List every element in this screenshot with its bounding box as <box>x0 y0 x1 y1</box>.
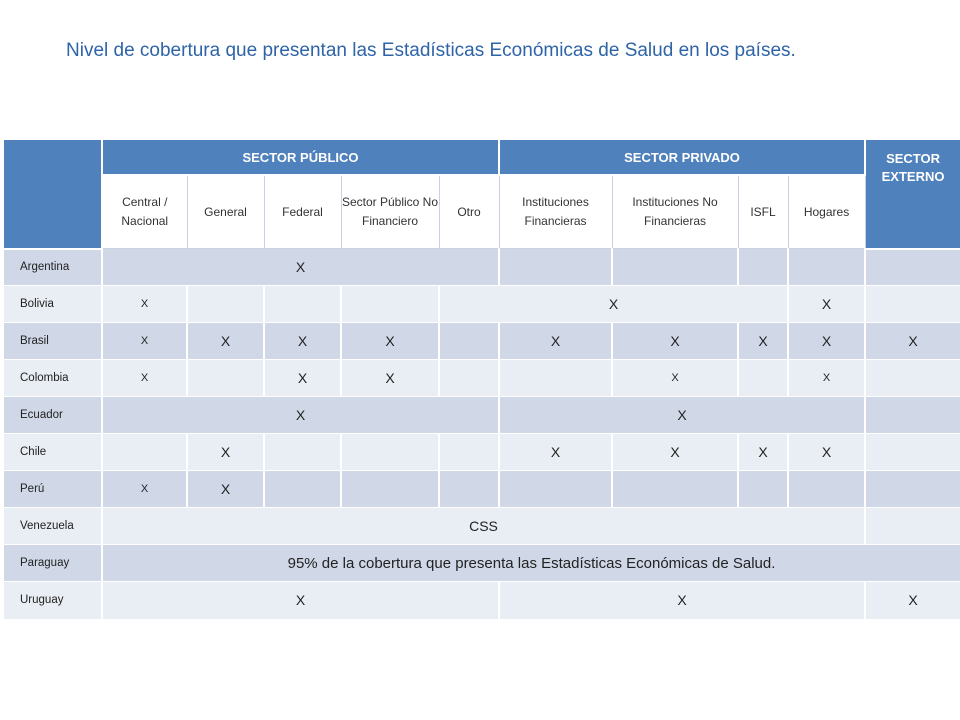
header-spnf: Sector Público No Financiero <box>341 175 439 249</box>
cell-coverage-note: 95% de la cobertura que presenta las Estadísticas Económicas de Salud. <box>102 545 960 582</box>
header-inst-fin: Instituciones Financieras <box>499 175 612 249</box>
cell-publico: X <box>102 582 499 619</box>
country-name: Paraguay <box>4 545 102 582</box>
cell-spnf: X <box>341 323 439 360</box>
table-row <box>4 434 960 471</box>
header-federal: Federal <box>264 175 341 249</box>
cell-externo: X <box>865 323 960 360</box>
country-name: Brasil <box>4 323 102 360</box>
cell-inst-fin: X <box>499 434 612 471</box>
cell-spnf <box>341 434 439 471</box>
cell-externo <box>865 434 960 471</box>
cell-federal <box>264 286 341 323</box>
cell-isfl <box>738 471 788 508</box>
cell-otro <box>439 323 499 360</box>
table-row <box>4 323 960 360</box>
cell-isfl: X <box>738 434 788 471</box>
cell-externo <box>865 397 960 434</box>
cell-hogares <box>788 471 865 508</box>
country-name: Venezuela <box>4 508 102 545</box>
cell-isfl: X <box>738 323 788 360</box>
cell-central: X <box>102 471 187 508</box>
cell-spnf <box>341 471 439 508</box>
country-name: Uruguay <box>4 582 102 619</box>
country-name: Chile <box>4 434 102 471</box>
cell-federal: X <box>264 360 341 397</box>
cell-inst-nofin <box>612 471 738 508</box>
table-row <box>4 286 960 323</box>
cell-general <box>187 360 264 397</box>
country-name: Argentina <box>4 249 102 286</box>
cell-general: X <box>187 323 264 360</box>
cell-externo <box>865 249 960 286</box>
cell-otro <box>439 434 499 471</box>
country-name: Perú <box>4 471 102 508</box>
country-name: Colombia <box>4 360 102 397</box>
cell-externo <box>865 471 960 508</box>
cell-inst-fin: X <box>499 323 612 360</box>
header-hogares: Hogares <box>788 175 865 249</box>
header-sector-privado: SECTOR PRIVADO <box>499 140 865 175</box>
cell-publico: X <box>102 397 499 434</box>
cell-privado: X <box>499 397 865 434</box>
cell-spnf <box>341 286 439 323</box>
table-row <box>4 545 960 582</box>
cell-inst-nofin: X <box>612 323 738 360</box>
header-row-subsectors <box>4 175 960 249</box>
cell-privado: X <box>499 582 865 619</box>
page-title: Nivel de cobertura que presentan las Estadísticas Económicas de Salud en los países. <box>66 40 796 61</box>
cell-hogares <box>788 249 865 286</box>
cell-hogares: X <box>788 323 865 360</box>
cell-general: X <box>187 434 264 471</box>
cell-isfl <box>738 249 788 286</box>
cell-general: X <box>187 471 264 508</box>
cell-isfl <box>738 360 788 397</box>
header-sector-externo: SECTOR EXTERNO <box>865 140 960 249</box>
header-central: Central / Nacional <box>102 175 187 249</box>
corner-cell <box>4 140 102 249</box>
cell-spnf: X <box>341 360 439 397</box>
country-name: Ecuador <box>4 397 102 434</box>
table-row <box>4 397 960 434</box>
table-row <box>4 508 960 545</box>
table-row <box>4 249 960 286</box>
cell-inst-nofin: X <box>612 434 738 471</box>
cell-inst-nofin: X <box>612 360 738 397</box>
cell-publico: X <box>102 249 499 286</box>
coverage-table <box>4 140 960 619</box>
cell-central: X <box>102 286 187 323</box>
cell-externo: X <box>865 582 960 619</box>
cell-otro <box>439 471 499 508</box>
cell-general <box>187 286 264 323</box>
cell-externo <box>865 360 960 397</box>
cell-federal: X <box>264 323 341 360</box>
cell-inst-fin <box>499 471 612 508</box>
header-row-sectors <box>4 140 960 175</box>
cell-inst-fin <box>499 249 612 286</box>
cell-central: X <box>102 323 187 360</box>
table-row <box>4 582 960 619</box>
cell-inst-fin <box>499 360 612 397</box>
cell-central: X <box>102 360 187 397</box>
table-row <box>4 471 960 508</box>
cell-externo <box>865 508 960 545</box>
cell-publico-privado: CSS <box>102 508 865 545</box>
cell-federal <box>264 434 341 471</box>
cell-otro-privado: X <box>439 286 788 323</box>
cell-inst-nofin <box>612 249 738 286</box>
cell-hogares: X <box>788 434 865 471</box>
table-row <box>4 360 960 397</box>
cell-hogares: X <box>788 360 865 397</box>
header-inst-nofin: Instituciones No Financieras <box>612 175 738 249</box>
header-otro: Otro <box>439 175 499 249</box>
country-name: Bolivia <box>4 286 102 323</box>
cell-externo <box>865 286 960 323</box>
cell-otro <box>439 360 499 397</box>
cell-central <box>102 434 187 471</box>
header-isfl: ISFL <box>738 175 788 249</box>
cell-hogares: X <box>788 286 865 323</box>
header-sector-publico: SECTOR PÚBLICO <box>102 140 499 175</box>
header-general: General <box>187 175 264 249</box>
cell-federal <box>264 471 341 508</box>
